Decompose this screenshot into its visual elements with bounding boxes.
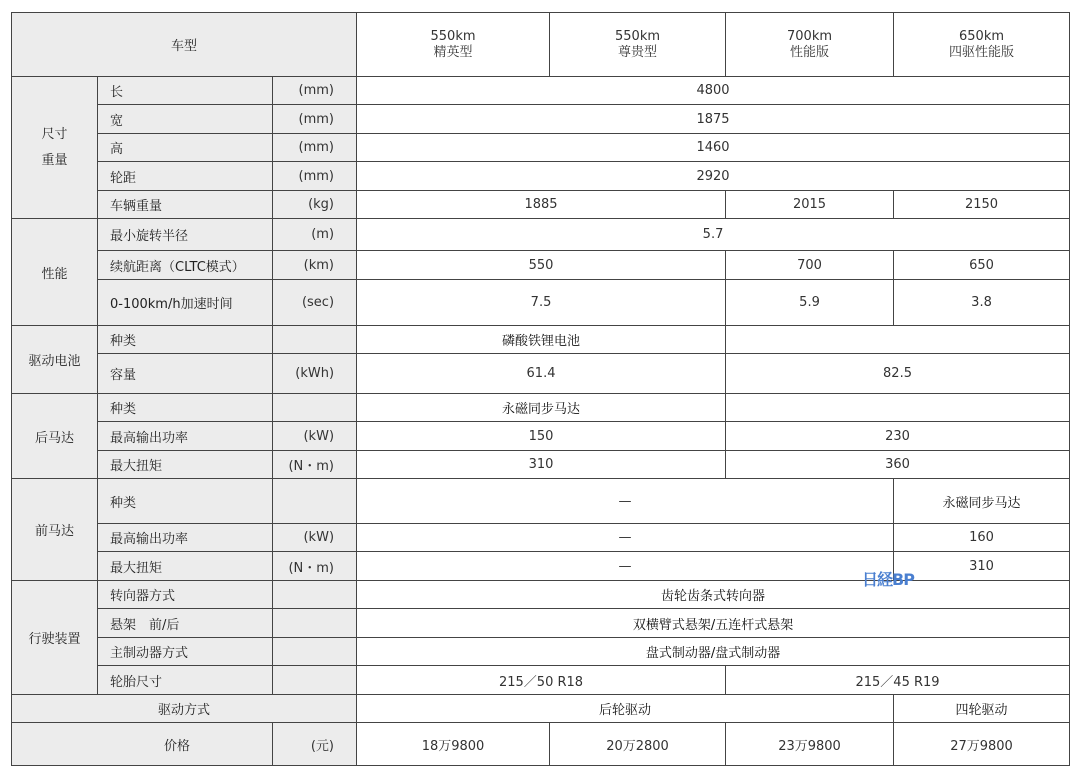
cell-value: 4800	[357, 77, 1070, 105]
table-row	[12, 191, 1070, 219]
row-label: 种类	[98, 394, 273, 422]
cell-value: 215／45 R19	[726, 666, 1070, 695]
group-chassis: 行驶装置	[12, 581, 98, 695]
cell-value: 82.5	[726, 354, 1070, 394]
watermark-logo: 日経BP	[862, 570, 914, 589]
cell-value: —	[357, 479, 894, 524]
row-unit: (元)	[273, 723, 357, 766]
cell-value: 215／50 R18	[357, 666, 726, 695]
cell-value: 150	[357, 422, 726, 451]
row-unit	[273, 394, 357, 422]
table-row	[12, 354, 1070, 394]
cell-value: 650	[894, 251, 1070, 280]
drive-label: 驱动方式	[12, 695, 357, 723]
cell-value: 2015	[726, 191, 894, 219]
row-label: 最大扭矩	[98, 552, 273, 581]
row-unit: (N・m)	[273, 451, 357, 479]
cell-value: —	[357, 552, 894, 581]
row-label: 0-100km/h加速时间	[98, 280, 273, 326]
row-label: 转向器方式	[98, 581, 273, 609]
model-header: 车型	[12, 13, 357, 77]
table-row	[12, 280, 1070, 326]
row-label: 种类	[98, 479, 273, 524]
cell-value: 27万9800	[894, 723, 1070, 766]
table-row	[12, 394, 1070, 422]
row-unit: (mm)	[273, 134, 357, 162]
group-front-motor: 前马达	[12, 479, 98, 581]
row-unit	[273, 326, 357, 354]
row-label: 种类	[98, 326, 273, 354]
group-battery: 驱动电池	[12, 326, 98, 394]
cell-value: 61.4	[357, 354, 726, 394]
row-unit: (N・m)	[273, 552, 357, 581]
group-performance: 性能	[12, 219, 98, 326]
row-unit: (mm)	[273, 162, 357, 191]
table-row	[12, 219, 1070, 251]
cell-value: 5.9	[726, 280, 894, 326]
variant-4-header: 650km 四驱性能版	[894, 13, 1070, 77]
row-unit	[273, 609, 357, 638]
row-label: 最小旋转半径	[98, 219, 273, 251]
cell-value: 550	[357, 251, 726, 280]
row-label: 车辆重量	[98, 191, 273, 219]
variant-2-header: 550km 尊贵型	[550, 13, 726, 77]
row-label: 悬架 前/后	[98, 609, 273, 638]
variant-3-header: 700km 性能版	[726, 13, 894, 77]
cell-value: 双横臂式悬架/五连杆式悬架	[357, 609, 1070, 638]
row-unit: (mm)	[273, 105, 357, 134]
table-row	[12, 695, 1070, 723]
row-unit: (kW)	[273, 422, 357, 451]
cell-value: 310	[894, 552, 1070, 581]
spec-table	[11, 12, 1070, 766]
cell-value: 160	[894, 524, 1070, 552]
cell-value: 2920	[357, 162, 1070, 191]
cell-value: 2150	[894, 191, 1070, 219]
group-rear-motor: 后马达	[12, 394, 98, 479]
row-unit: (kW)	[273, 524, 357, 552]
row-unit: (kWh)	[273, 354, 357, 394]
row-label: 最大扭矩	[98, 451, 273, 479]
row-label: 轮胎尺寸	[98, 666, 273, 695]
table-row	[12, 609, 1070, 638]
table-row	[12, 479, 1070, 524]
cell-value: 230	[726, 422, 1070, 451]
row-unit: (mm)	[273, 77, 357, 105]
price-label: 价格	[12, 723, 273, 766]
cell-value: 310	[357, 451, 726, 479]
cell-value: 1885	[357, 191, 726, 219]
table-row	[12, 638, 1070, 666]
cell-value: 23万9800	[726, 723, 894, 766]
cell-value: 360	[726, 451, 1070, 479]
cell-value: 20万2800	[550, 723, 726, 766]
table-row	[12, 77, 1070, 105]
table-row	[12, 326, 1070, 354]
table-row	[12, 105, 1070, 134]
cell-empty	[726, 326, 1070, 354]
row-unit	[273, 479, 357, 524]
row-unit: (km)	[273, 251, 357, 280]
row-label: 最高输出功率	[98, 524, 273, 552]
group-dimensions: 尺寸重量	[12, 77, 98, 219]
row-label: 宽	[98, 105, 273, 134]
row-label: 容量	[98, 354, 273, 394]
header-row	[12, 13, 1070, 77]
table-row	[12, 422, 1070, 451]
row-unit	[273, 581, 357, 609]
row-label: 轮距	[98, 162, 273, 191]
row-unit: (sec)	[273, 280, 357, 326]
row-label: 长	[98, 77, 273, 105]
row-label: 高	[98, 134, 273, 162]
cell-value: 700	[726, 251, 894, 280]
cell-value: 7.5	[357, 280, 726, 326]
table-row	[12, 723, 1070, 766]
cell-value: —	[357, 524, 894, 552]
cell-value: 5.7	[357, 219, 1070, 251]
row-unit: (kg)	[273, 191, 357, 219]
table-row	[12, 524, 1070, 552]
cell-value: 四轮驱动	[894, 695, 1070, 723]
variant-1-header: 550km 精英型	[357, 13, 550, 77]
table-row	[12, 162, 1070, 191]
table-row	[12, 251, 1070, 280]
cell-value: 磷酸铁锂电池	[357, 326, 726, 354]
row-unit	[273, 638, 357, 666]
row-unit: (m)	[273, 219, 357, 251]
row-label: 最高输出功率	[98, 422, 273, 451]
cell-value: 盘式制动器/盘式制动器	[357, 638, 1070, 666]
table-row	[12, 666, 1070, 695]
cell-value: 后轮驱动	[357, 695, 894, 723]
cell-value: 永磁同步马达	[894, 479, 1070, 524]
cell-value: 永磁同步马达	[357, 394, 726, 422]
cell-empty	[726, 394, 1070, 422]
cell-value: 3.8	[894, 280, 1070, 326]
row-label: 续航距离（CLTC模式）	[98, 251, 273, 280]
cell-value: 齿轮齿条式转向器	[357, 581, 1070, 609]
table-row	[12, 134, 1070, 162]
row-label: 主制动器方式	[98, 638, 273, 666]
cell-value: 1875	[357, 105, 1070, 134]
row-unit	[273, 666, 357, 695]
cell-value: 18万9800	[357, 723, 550, 766]
table-row	[12, 451, 1070, 479]
cell-value: 1460	[357, 134, 1070, 162]
